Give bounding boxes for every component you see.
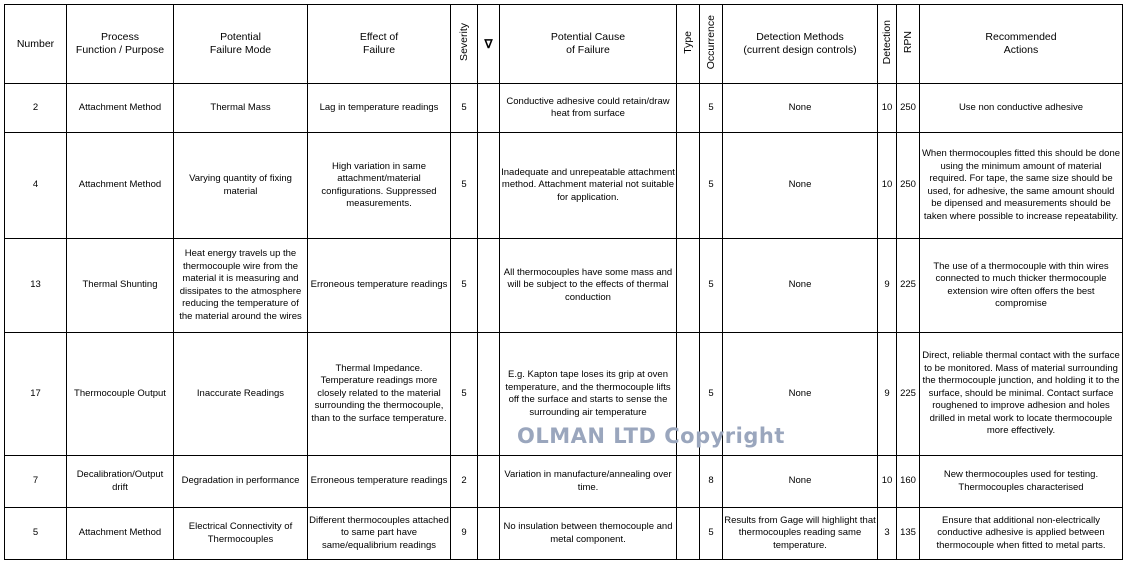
cell-class (478, 508, 500, 560)
copyright-watermark: OLMAN LTD Copyright (517, 424, 785, 448)
cell-actions: New thermocouples used for testing. Thermocouples characterised (920, 456, 1123, 508)
cell-type (677, 456, 700, 508)
cell-rpn: 135 (897, 508, 920, 560)
cell-process: Thermocouple Output (67, 333, 174, 456)
cell-class (478, 133, 500, 239)
header-detection-methods: Detection Methods (current design controls) (723, 5, 878, 84)
cell-class (478, 239, 500, 333)
cell-cause: Inadequate and unrepeatable attachment method. Attachment material not suitable for application. (500, 133, 677, 239)
cell-rpn: 250 (897, 84, 920, 133)
header-type-label: Type (681, 30, 694, 54)
cell-type (677, 239, 700, 333)
table-row (5, 133, 1123, 239)
header-detection (878, 5, 897, 84)
cell-type (677, 84, 700, 133)
cell-cause: All thermocouples have some mass and will be subject to the effects of thermal conduction (500, 239, 677, 333)
cell-number: 13 (5, 239, 67, 333)
header-rpn-label: RPN (901, 30, 914, 54)
cell-process: Attachment Method (67, 508, 174, 560)
header-severity-label: Severity (457, 23, 470, 61)
header-occurrence (700, 5, 723, 84)
cell-failure-mode: Inaccurate Readings (174, 333, 308, 456)
table-row (5, 508, 1123, 560)
cell-severity: 5 (451, 333, 478, 456)
cell-detection: 10 (878, 133, 897, 239)
header-type (677, 5, 700, 84)
cell-type (677, 133, 700, 239)
cell-effect: Different thermocouples attached to same part have same/equalibrium readings (308, 508, 451, 560)
cell-detection-methods: None (723, 239, 878, 333)
header-actions: Recommended Actions (920, 5, 1123, 84)
cell-severity: 9 (451, 508, 478, 560)
cell-failure-mode: Varying quantity of fixing material (174, 133, 308, 239)
cell-number: 2 (5, 84, 67, 133)
cell-rpn: 225 (897, 333, 920, 456)
cell-actions: Ensure that additional non-electrically conductive adhesive is applied between thermocouple when fitted to metal parts. (920, 508, 1123, 560)
header-rpn (897, 5, 920, 84)
cell-number: 5 (5, 508, 67, 560)
header-failure-mode: Potential Failure Mode (174, 5, 308, 84)
cell-failure-mode: Electrical Connectivity of Thermocouples (174, 508, 308, 560)
cell-occurrence: 5 (700, 508, 723, 560)
cell-effect: High variation in same attachment/material configurations. Suppressed measurements. (308, 133, 451, 239)
header-class-symbol: ∇ (478, 5, 500, 84)
cell-cause: No insulation between themocouple and metal component. (500, 508, 677, 560)
cell-severity: 2 (451, 456, 478, 508)
cell-process: Attachment Method (67, 84, 174, 133)
table-row (5, 456, 1123, 508)
cell-class (478, 333, 500, 456)
cell-rpn: 225 (897, 239, 920, 333)
cell-class (478, 84, 500, 133)
header-row (5, 5, 1123, 84)
cell-process: Decalibration/Output drift (67, 456, 174, 508)
cell-failure-mode: Thermal Mass (174, 84, 308, 133)
cell-class (478, 456, 500, 508)
cell-detection: 10 (878, 84, 897, 133)
cell-number: 4 (5, 133, 67, 239)
cell-detection-methods: None (723, 456, 878, 508)
cell-occurrence: 5 (700, 133, 723, 239)
cell-rpn: 250 (897, 133, 920, 239)
cell-occurrence: 5 (700, 84, 723, 133)
cell-severity: 5 (451, 133, 478, 239)
header-effect: Effect of Failure (308, 5, 451, 84)
cell-effect: Thermal Impedance. Temperature readings more closely related to the material surrounding the thermocouple, than to the surface temperature. (308, 333, 451, 456)
cell-rpn: 160 (897, 456, 920, 508)
cell-severity: 5 (451, 84, 478, 133)
cell-failure-mode: Degradation in performance (174, 456, 308, 508)
cell-process: Attachment Method (67, 133, 174, 239)
cell-occurrence: 8 (700, 456, 723, 508)
cell-number: 7 (5, 456, 67, 508)
cell-occurrence: 5 (700, 239, 723, 333)
cell-cause: Conductive adhesive could retain/draw heat from surface (500, 84, 677, 133)
cell-occurrence: 5 (700, 333, 723, 456)
cell-failure-mode: Heat energy travels up the thermocouple wire from the material it is measuring and dissipates to the atmosphere reducing the temperature of the material around the wires (174, 239, 308, 333)
cell-process: Thermal Shunting (67, 239, 174, 333)
cell-actions: The use of a thermocouple with thin wires connected to much thicker thermocouple extension wire often offers the best compromise (920, 239, 1123, 333)
table-row (5, 239, 1123, 333)
cell-actions: Direct, reliable thermal contact with the surface to be monitored. Mass of material surrounding the thermocouple junction, and holding it to the surface, should be minimal. Contact surface roughened to improve adhesion and holes drilled in metal work to locate thermocouple more effectively. (920, 333, 1123, 456)
header-cause: Potential Cause of Failure (500, 5, 677, 84)
cell-type (677, 333, 700, 456)
cell-detection-methods: None (723, 333, 878, 456)
cell-number: 17 (5, 333, 67, 456)
header-number: Number (5, 5, 67, 84)
table-row (5, 333, 1123, 456)
cell-type (677, 508, 700, 560)
cell-detection-methods: None (723, 84, 878, 133)
cell-detection-methods: None (723, 133, 878, 239)
header-severity (451, 5, 478, 84)
cell-detection: 3 (878, 508, 897, 560)
cell-detection: 9 (878, 333, 897, 456)
header-process: Process Function / Purpose (67, 5, 174, 84)
header-occurrence-label: Occurrence (704, 14, 717, 70)
cell-detection: 10 (878, 456, 897, 508)
fmea-table (4, 4, 1123, 560)
cell-effect: Erroneous temperature readings (308, 456, 451, 508)
cell-severity: 5 (451, 239, 478, 333)
cell-cause: Variation in manufacture/annealing over time. (500, 456, 677, 508)
header-detection-label: Detection (880, 19, 893, 65)
table-row (5, 84, 1123, 133)
cell-effect: Lag in temperature readings (308, 84, 451, 133)
cell-detection: 9 (878, 239, 897, 333)
cell-detection-methods: Results from Gage will highlight that thermocouples reading same temperature. (723, 508, 878, 560)
cell-actions: When thermocouples fitted this should be done using the minimum amount of material required. For tape, the same size should be used, for adhesive, the same amount should be dipensed and measurements should be taken where possible to increase repeatability. (920, 133, 1123, 239)
cell-actions: Use non conductive adhesive (920, 84, 1123, 133)
cell-cause: E.g. Kapton tape loses its grip at oven temperature, and the thermocouple lifts off the surface and starts to sense the surrounding air temperature (500, 333, 677, 456)
cell-effect: Erroneous temperature readings (308, 239, 451, 333)
